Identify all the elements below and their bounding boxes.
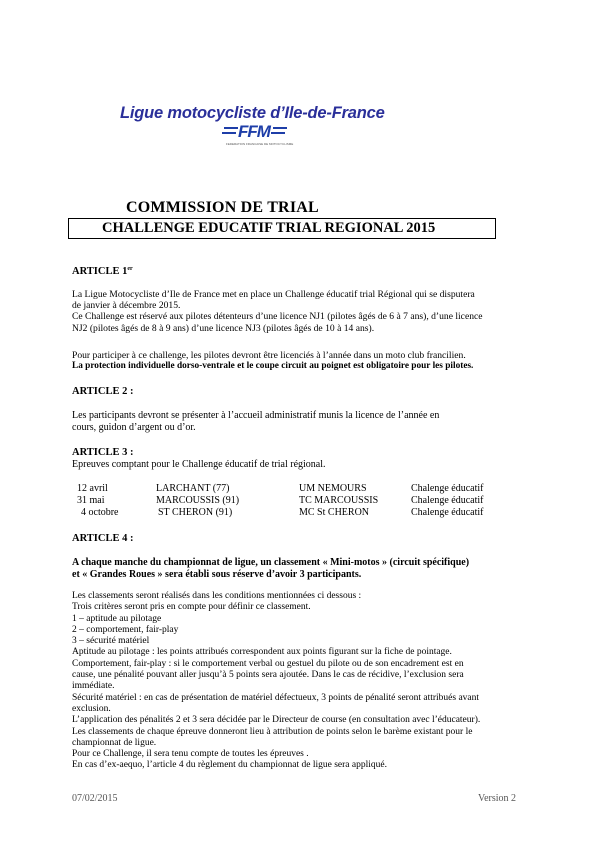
article4-line: L’application des pénalités 2 et 3 sera décidée par le Directeur de course (en consultation avec l’éducateur). [72, 715, 481, 726]
logo-title: Ligue motocycliste d’Ile-de-France [120, 104, 385, 122]
event-type: Chalenge éducatif [411, 483, 484, 494]
article1-protection-note: La protection individuelle dorso-ventrale et le coupe circuit au poignet est obligatoire pour les pilotes. [72, 361, 474, 371]
article1-heading: ARTICLE 1er [72, 266, 133, 277]
event-type: Chalenge éducatif [411, 507, 484, 518]
event-place: ST CHERON (91) [158, 507, 233, 518]
logo-stripe [224, 127, 238, 129]
article4-line: exclusion. [72, 703, 111, 714]
article1-line: de janvier à décembre 2015. [72, 300, 181, 312]
event-date: 12 avril [77, 483, 108, 494]
footer-date: 07/02/2015 [72, 793, 118, 804]
page-subtitle: CHALLENGE EDUCATIF TRIAL REGIONAL 2015 [102, 220, 436, 236]
article2-heading: ARTICLE 2 : [72, 386, 134, 397]
article1-line: La Ligue Motocycliste d’Ile de France met en place un Challenge éducatif trial Régional qui se disputera [72, 289, 475, 300]
event-club: UM NEMOURS [299, 483, 367, 494]
event-place: MARCOUSSIS (91) [156, 495, 240, 506]
article4-text [72, 591, 480, 772]
event-club: MC St CHERON [299, 507, 370, 518]
article4-line: 2 – comportement, fair-play [72, 624, 179, 635]
league-logo [120, 104, 420, 160]
article4-line: cause, une pénalité pouvant aller jusqu’à 5 points sera ajoutée. Dans le cas de récidive, l’exclusion sera [72, 670, 464, 681]
event-type: Chalenge éducatif [411, 495, 484, 506]
article4-line: Trois critères seront pris en compte pour définir ce classement. [72, 602, 311, 613]
article4-bold-line: et « Grandes Roues » sera établi sous réserve d’avoir 3 participants. [72, 569, 362, 580]
article4-bold-text [72, 557, 469, 581]
article4-line: Aptitude au pilotage : les points attribués correspondent aux points figurant sur la fiche de pointage. [72, 647, 452, 658]
article4-line: Comportement, fair-play : si le comportement verbal ou gestuel du pilote ou de son encadrement est en [72, 658, 464, 669]
article4-line: Sécurité matériel : en cas de présentation de matériel défectueux, 3 points de pénalité seront attribués avant [72, 692, 480, 703]
article1-para2: Pour participer à ce challenge, les pilotes devront être licenciés à l’année dans un moto club francilien. [72, 350, 466, 361]
event-place: LARCHANT (77) [156, 483, 230, 494]
article2-line: Les participants devront se présenter à l’accueil administratif munis la licence de l’année en [72, 410, 440, 421]
article4-line: En cas d’ex-aequo, l’article 4 du règlement du championnat de ligue sera appliqué. [72, 760, 387, 771]
article3-intro: Epreuves comptant pour le Challenge éducatif de trial régional. [72, 459, 326, 470]
article2-line: cours, guidon d’argent ou d’or. [72, 422, 196, 433]
footer-version: Version 2 [478, 793, 517, 804]
article4-heading: ARTICLE 4 : [72, 533, 134, 544]
event-club: TC MARCOUSSIS [299, 495, 379, 506]
ffm-logo: FFM [238, 122, 270, 141]
article1-line: Ce Challenge est réservé aux pilotes détenteurs d’une licence NJ1 (pilotes âgés de 6 à 7 ans), d’une licence [72, 311, 483, 323]
article1-text [72, 289, 483, 334]
article4-line: Les classements seront réalisés dans les conditions mentionnées ci dessous : [72, 591, 362, 601]
page-title: COMMISSION DE TRIAL [126, 199, 319, 216]
article4-line: 3 – sécurité matériel [72, 636, 150, 647]
article4-line: championnat de ligue. [72, 737, 157, 748]
article4-bold-line: A chaque manche du championnat de ligue, un classement « Mini-motos » (circuit spécifique) [72, 557, 470, 568]
logo-small-text: FEDERATION FRANCAISE DE MOTOCYCLISME [226, 142, 294, 146]
article1-line: NJ2 (pilotes âgés de 8 à 9 ans) d’une licence NJ3 (pilotes âgés de 10 à 14 ans). [72, 322, 375, 334]
article2-text [72, 410, 439, 434]
event-date: 31 mai [77, 495, 105, 506]
article4-line: immédiate. [72, 681, 115, 692]
article4-line: Pour ce Challenge, il sera tenu compte de toutes les épreuves . [72, 749, 309, 760]
logo-stripe [271, 132, 285, 134]
article3-heading: ARTICLE 3 : [72, 447, 134, 458]
event-date: 4 octobre [81, 507, 119, 518]
logo-stripe [222, 132, 236, 134]
article4-line: 1 – aptitude au pilotage [72, 613, 162, 624]
article4-line: Les classements de chaque épreuve donneront lieu à attribution de points selon le barème existant pour le [72, 726, 473, 737]
logo-stripe [273, 127, 287, 129]
